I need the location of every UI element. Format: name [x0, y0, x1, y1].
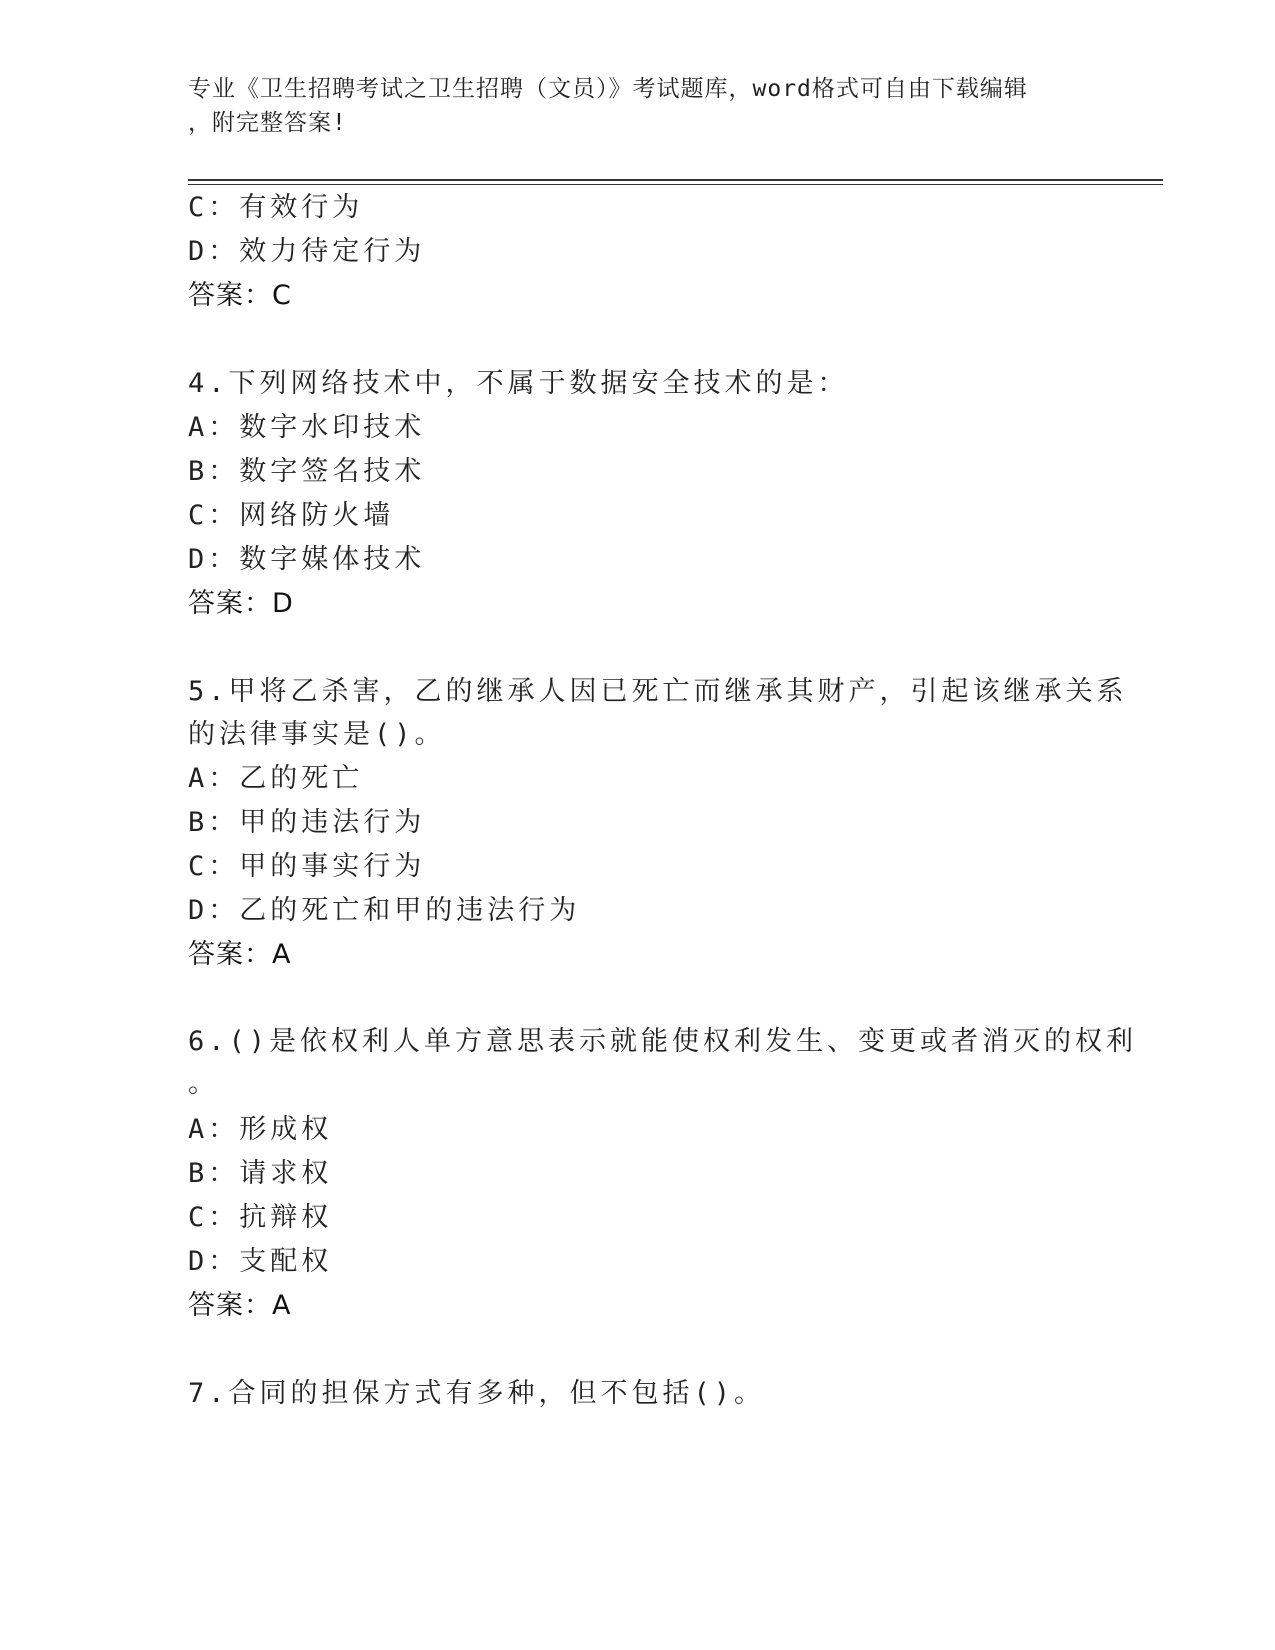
q4-answer: 答案：D: [188, 588, 294, 619]
q6-option-b: B：请求权: [188, 1158, 333, 1189]
q7-question: 7.合同的担保方式有多种，但不包括()。: [188, 1378, 766, 1409]
q5-option-b: B：甲的违法行为: [188, 807, 426, 838]
q6-option-d: D：支配权: [188, 1246, 333, 1277]
q5-question-line-2: 的法律事实是()。: [188, 719, 446, 750]
q3-option-d: D：效力待定行为: [188, 236, 426, 267]
q5-option-d: D：乙的死亡和甲的违法行为: [188, 895, 581, 926]
document-header: [188, 72, 1068, 140]
q6-question-line-1: 6.()是依权利人单方意思表示就能使权利发生、变更或者消灭的权利: [188, 1026, 1138, 1057]
q3-answer: 答案：C: [188, 280, 292, 311]
header-line-2: ，附完整答案!: [188, 110, 347, 136]
q4-option-c: C：网络防火墙: [188, 500, 395, 531]
q4-option-b: B：数字签名技术: [188, 456, 426, 487]
q6-option-a: A：形成权: [188, 1114, 333, 1145]
q4-option-a: A：数字水印技术: [188, 412, 426, 443]
q5-option-c: C：甲的事实行为: [188, 851, 426, 882]
header-divider-thin: [188, 184, 1163, 185]
q5-answer: 答案：A: [188, 939, 292, 970]
q6-answer: 答案：A: [188, 1290, 292, 1321]
q5-question-line-1: 5.甲将乙杀害，乙的继承人因已死亡而继承其财产，引起该继承关系: [188, 676, 1128, 707]
q4-question: 4.下列网络技术中，不属于数据安全技术的是：: [188, 368, 849, 399]
q6-option-c: C：抗辩权: [188, 1202, 333, 1233]
header-divider-thick: [188, 179, 1163, 181]
q4-option-d: D：数字媒体技术: [188, 544, 426, 575]
header-line-1: 专业《卫生招聘考试之卫生招聘（文员）》考试题库，word格式可自由下载编辑: [188, 76, 1028, 102]
q3-option-c: C：有效行为: [188, 192, 364, 223]
q5-option-a: A：乙的死亡: [188, 763, 364, 794]
q6-question-line-2: 。: [188, 1068, 219, 1099]
